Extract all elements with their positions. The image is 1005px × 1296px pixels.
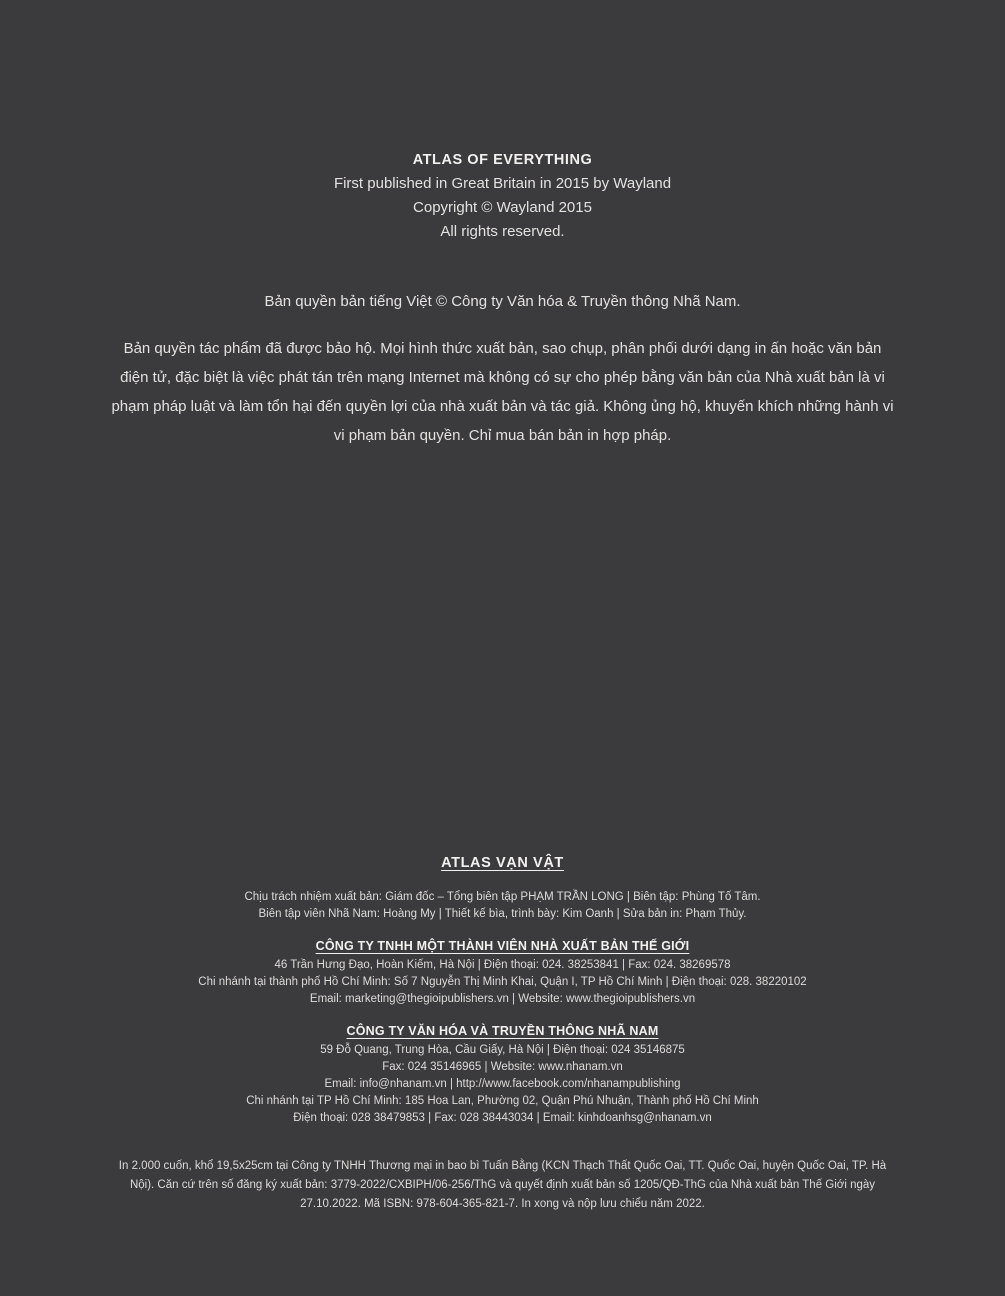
print-info: In 2.000 cuốn, khổ 19,5x25cm tại Công ty TNHH Thương mại in bao bì Tuấn Bằng (KCN Thạch Thất Quốc Oai, TT. Quốc Oai, huyện Quốc Oai, TP. Hà Nội). Căn cứ trên số đăng ký xuất bản: 3779-2022/CXBIPH/06-256/ThG và quyết định xuất bản số 1205/QĐ-ThG của Nhà xuất bản Thế Giới ngày 27.10.2022. Mã ISBN: 978-604-365-821-7. In xong và nộp lưu chiểu năm 2022. — [118, 1160, 887, 1210]
vietnamese-book-title: ATLAS VẠN VẬT — [441, 855, 564, 871]
partner-branch-line: Chi nhánh tại TP Hồ Chí Minh: 185 Hoa Lan, Phường 02, Quận Phú Nhuận, Thành phố Hồ Chí Minh — [246, 1095, 759, 1107]
copyright-block — [0, 148, 1005, 450]
colophon-block — [0, 855, 1005, 1214]
partner-contact-line: Điện thoại: 028 38479853 | Fax: 028 38443034 | Email: kinhdoanhsg@nhanam.vn — [293, 1112, 712, 1124]
all-rights-reserved-line: All rights reserved. — [440, 223, 565, 240]
partner-email-line: Email: info@nhanam.vn | http://www.facebook.com/nhanampublishing — [324, 1078, 681, 1090]
publisher-address-line: 46 Trần Hưng Đạo, Hoàn Kiếm, Hà Nội | Điện thoại: 024. 38253841 | Fax: 024. 38269578 — [274, 959, 731, 971]
vietnamese-copyright-notice: Bản quyền tác phẩm đã được bảo hộ. Mọi hình thức xuất bản, sao chụp, phân phối dưới dạng in ấn hoặc văn bản điện tử, đặc biệt là việc phát tán trên mạng Internet mà không có sự cho phép bằng văn bản của Nhà xuất bản là vi phạm pháp luật và làm tổn hại đến quyền lợi của nhà xuất bản và tác giả. Không ủng hộ, khuyến khích những hành vi vi phạm bản quyền. Chỉ mua bán bản in hợp pháp. — [111, 340, 894, 444]
partner-section — [0, 1024, 1005, 1127]
credit-line: Biên tập viên Nhã Nam: Hoàng My | Thiết kế bìa, trình bày: Kim Oanh | Sửa bản in: Phạm Thủy. — [258, 908, 747, 920]
copyright-line: Copyright © Wayland 2015 — [413, 199, 592, 216]
publisher-contact-line: Email: marketing@thegioipublishers.vn | Website: www.thegioipublishers.vn — [309, 993, 696, 1005]
first-published-line: First published in Great Britain in 2015 by Wayland — [333, 175, 672, 192]
credits-list — [0, 889, 1005, 923]
credit-line: Chịu trách nhiệm xuất bản: Giám đốc – Tổng biên tập PHẠM TRẦN LONG | Biên tập: Phùng Tố Tâm. — [244, 891, 761, 903]
english-book-title: ATLAS OF EVERYTHING — [412, 152, 593, 168]
publisher-branch-line: Chi nhánh tại thành phố Hồ Chí Minh: Số 7 Nguyễn Thị Minh Khai, Quận I, TP Hồ Chí Minh | Điện thoại: 028. 38220102 — [198, 976, 807, 988]
partner-fax-line: Fax: 024 35146965 | Website: www.nhanam.vn — [382, 1061, 623, 1073]
publisher-section — [0, 939, 1005, 1008]
publisher-name: CÔNG TY TNHH MỘT THÀNH VIÊN NHÀ XUẤT BẢN THẾ GIỚI — [315, 939, 690, 953]
partner-address-line: 59 Đỗ Quang, Trung Hòa, Cầu Giấy, Hà Nội | Điện thoại: 024 35146875 — [320, 1044, 685, 1056]
partner-name: CÔNG TY VĂN HÓA VÀ TRUYỀN THÔNG NHÃ NAM — [346, 1024, 659, 1038]
vietnamese-rights-line: Bản quyền bản tiếng Việt © Công ty Văn hóa & Truyền thông Nhã Nam. — [264, 293, 741, 310]
